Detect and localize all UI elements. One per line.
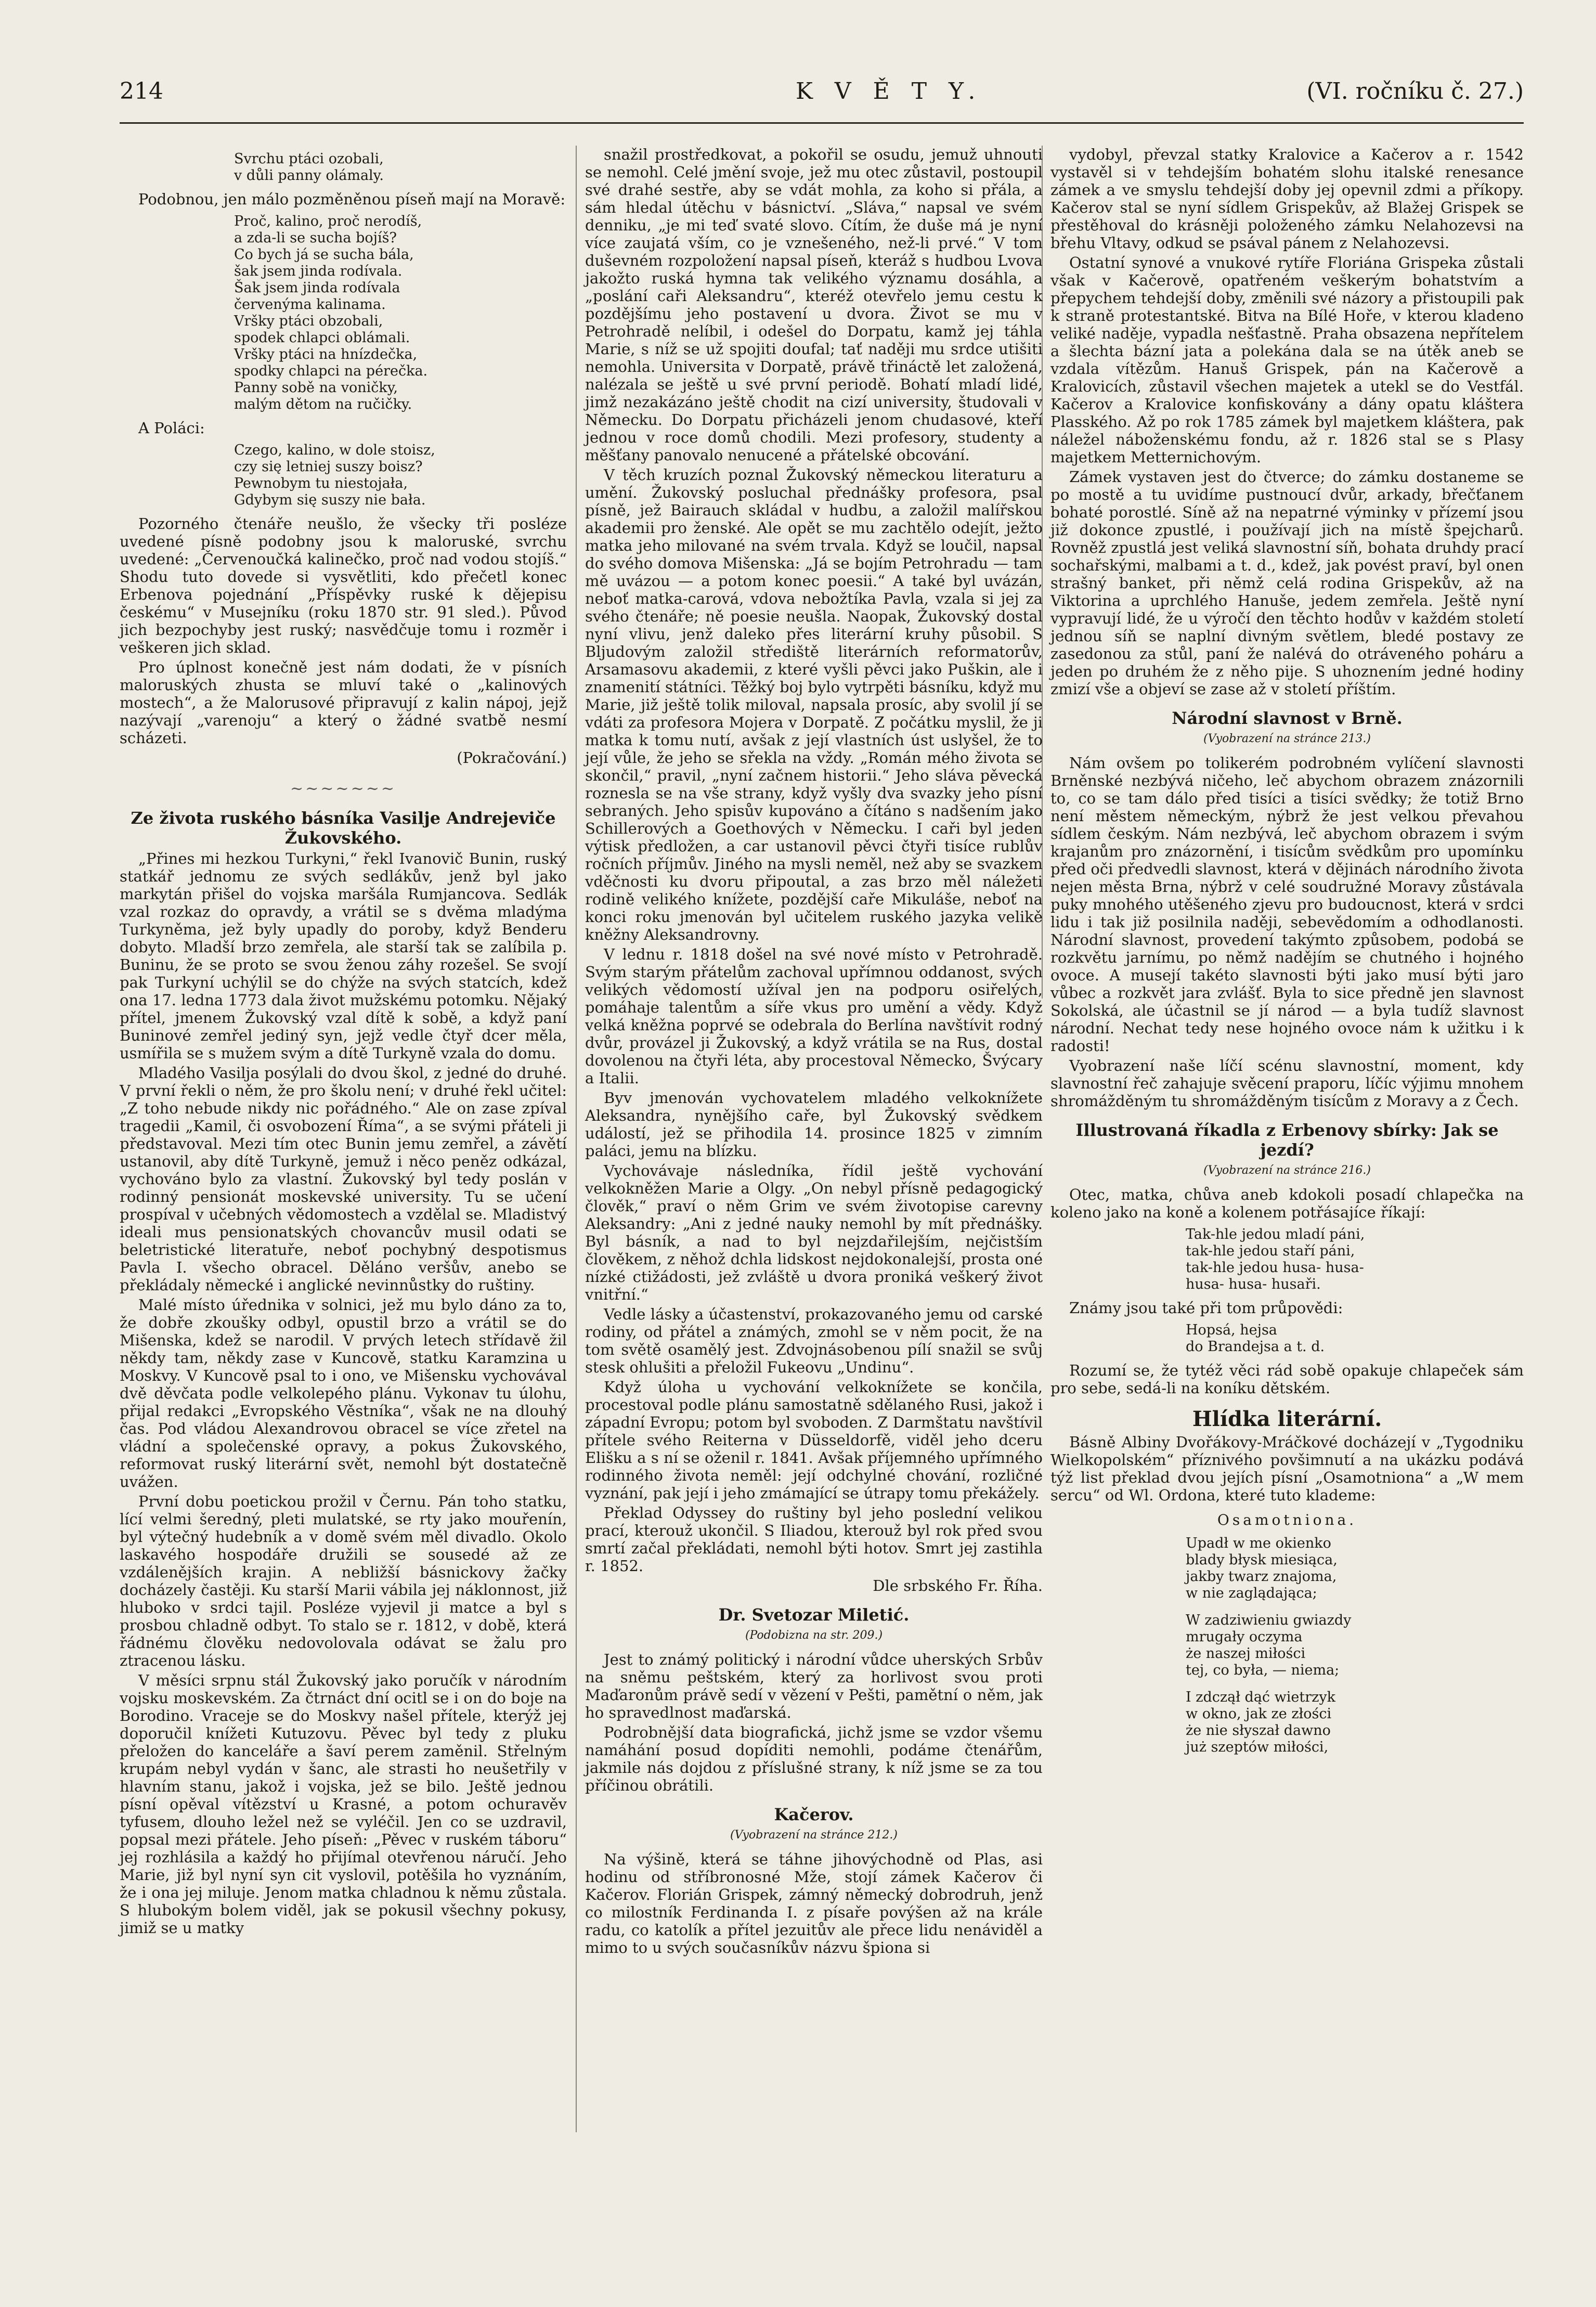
verse-line: że nie słyszał dawno [1186, 1722, 1331, 1739]
verse-line: Hopsá, hejsa [1186, 1322, 1277, 1338]
section-title: Dr. Svetozar Miletić. [718, 1605, 910, 1625]
section-reference: (Podobizna na str. 209.) [745, 1629, 883, 1642]
paragraph: První dobu poetickou prožil v Černu. Pán toho statku, lící velmi šeredný, pleti mulatské, se rty jako mouřenín, byl výtečný hudebník a v domě svém měl divadlo. Okolo laskavého hospodáře družili se sousedé až ze vzdálenějších krajin. A nebližší básnickovy žačky docházely častěji. Ku starší Marii vábila jej náklonnost, již hluboko v srdci tajil. Posléze vyjevil ji matce a byl s prosbou chladně odbyt. To stalo se r. 1812, v době, která řádnému člověku nedovolovala odávat se žalu pro ztracenou lásku. [120, 1493, 567, 1669]
verse-line: červenýma kalinama. [234, 296, 386, 313]
verse-line: Šak jsem jinda rodívala [234, 280, 400, 296]
verse-line: a zda-li se sucha bojíš? [234, 230, 397, 246]
poem-title: Osamotniona. [1217, 1511, 1357, 1528]
article-title: Ze života ruského básníka Vasilje Andrejeviče Žukovského. [131, 808, 556, 848]
verse-line [1050, 1679, 1524, 1689]
translator-signature: Dle srbského Fr. Říha. [873, 1577, 1043, 1595]
verse-block [120, 151, 567, 184]
verse-line: tej, co była, — niema; [1186, 1662, 1340, 1678]
verse-line: czy się letniej suszy boisz? [234, 459, 423, 475]
section-title: Illustrovaná říkadla z Erbenovy sbírky: Jak se jezdí? [1075, 1120, 1499, 1160]
verse-line: w okno, jak ze złości [1186, 1706, 1332, 1722]
verse-line: Gdybym się suszy nie bała. [234, 492, 426, 508]
section-title: Národní slavnost v Brně. [1172, 708, 1403, 728]
paragraph: Vyobrazení naše líčí scénu slavnostní, moment, kdy slavnostní řeč zahajuje svěcení praporu, líčíc výjimu mnohem shromážděným tu shromážděným tisícům z Moravy a z Čech. [1050, 1057, 1524, 1110]
verse-line: v důli panny olámaly. [234, 167, 384, 184]
section-title-large: Hlídka literární. [1192, 1407, 1382, 1431]
section-title: Kačerov. [774, 1805, 854, 1824]
paragraph: Rozumí se, že tytéž věci rád sobě opakuje chlapeček sám pro sebe, sedá-li na koníku dětském. [1050, 1362, 1524, 1397]
verse-line: mrugały oczyma [1186, 1629, 1303, 1645]
verse-block [120, 442, 567, 509]
verse-block [120, 213, 567, 413]
paragraph: Zámek vystaven jest do čtverce; do zámku dostaneme se po mostě a tu uvidíme pustnoucí dvůr, arkady, břečťanem bohaté porostlé. Síně až na nepatrné výminky v přízemí jsou již dokonce zpustlé, i používají jich na místě špejcharů. Rovněž zpustlá jest veliká slavnostní síň, bohata druhdy prací sochařskými, malbami a t. d., kdež, jak povést praví, byl onen strašný banket, při němž celá rodina Grispekův, až na Viktorina a uprchlého Hanuše, jedem zemřela. Ještě nyní vypravují lidé, že u výročí den těchto hodův v každém století jednou síň se naplní divným světlem, bledé postavy ze zasedonou za stůl, paní že nalévá do otráveného poháru a jeden po druhém že z něho pije. S uhoznením jedné hodiny zmizí vše a objeví se zase až v století příštím. [1050, 468, 1524, 698]
verse-line: Vršky ptáci obzobali, [234, 313, 383, 329]
label-polaci: A Poláci: [138, 419, 205, 437]
verse-line: šak jsem jinda rodívala. [234, 263, 403, 279]
paragraph: Básně Albiny Dvořákovy-Mráčkové docházejí v „Tygodniku Wielkopolském“ příznivého povšimnutí a na ukázku podává týž list překlad dvou jejích písní „Osamotniona“ a „W mem sercu“ od Wl. Ordona, které tuto klademe: [1050, 1433, 1524, 1504]
verse-block [1050, 1226, 1524, 1293]
paragraph: Pro úplnost konečně jest nám dodati, že v písních maloruských zhusta se mluví také o „kalinových mostech“, a že Malorusové připravují z kalin nápoj, jejž nazývají „varenoju“ a který o žádné svatbě nesmí scházeti. [120, 658, 567, 747]
paragraph: Ostatní synové a vnukové rytíře Floriána Grispeka zůstali však v Kačerově, opatřeném veškerým bohatstvím a přepychem tehdejší doby, změnili své názory a přistoupili pak k straně protestantské. Bitva na Bílé Hoře, v kterou kladeno veliké naděje, vypadla nešťastně. Praha obsazena nepřítelem a šlechta bázní jata a polekána dala se na útěk aneb se vzdala vítězům. Hanuš Grispek, pán na Kačerově a Kralovicích, zůstavil všechen majetek a utekl se do Vestfál. Kačerov a Kralovice konfiskovány a dány opatu kláštera Plasského. Až po rok 1785 zámek byl majetkem kláštera, pak náležel náboženskému fondu, až r. 1826 stal se s Plasy majetkem Metternichovým. [1050, 254, 1524, 466]
section-reference: (Vyobrazení na stránce 216.) [1203, 1164, 1371, 1177]
paragraph: V těch kruzích poznal Žukovský německou literaturu a umění. Žukovský posluchal přednášky profesora, psal písně, jež Bairauch skládal v hudbu, a založil malířskou akademii pro ženské. Ale opět se mu zachtělo odejít, ježto matka jeho milované na svém trvala. Když se loučil, napsal do svého domova Mišenska: „Já se bojím Petrohradu — tam mě uvázou — a potom konec poesii.“ A také byl uvázán, neboť matka-carová, vdova nebožtíka Pavla, vzala si jej za svého čtenáře; ně poesie neušla. Naopak, Žukovský dostal nyní vlivu, jenž daleko přes literární kruhy působil. S Bljudovým založil střediště literárních reformatorův, Arsamasovu akademii, z které vyšli pěvci jako Puškin, ale i znamenití státníci. Těžký boj bylo vytrpěti básníku, když mu Marie, již ještě tolik miloval, napsala prosíc, aby svolil jí se vdáti za profesora Mojera v Dorpatě. Z počátku myslil, že ji matka k tomu nutí, avšak z její vlastních úst uslyšel, že to její vůle, že jeho se sřekla na vždy. „Román mého života se skončil,“ pravil, „nyní začnem historii.“ Jeho sláva pěvecká roznesla se na vše strany, když vyšly dva svazky jeho písní sebraných. Jeho spisův kupováno a čítáno s nadšením jako Schillerových a Goethových v Německu. I caři byl jeden výtisk předložen, a car ustanovil pěvci čtyři tisíce rublův ročních příjmův. Jiného na mysli neměl, než aby se svazkem vděčnosti ku dvoru připoutal, a zas brzo měl náležeti rodině velikého knížete, pozdější caře Mikuláše, neboť na konci roku jmenován byl učitelem ruského jazyka velikě kněžny Aleksandrovny. [585, 466, 1043, 943]
verse-line: że naszej miłości [1186, 1645, 1306, 1662]
journal-title: K V Ě T Y. [796, 78, 983, 105]
paragraph: vydobyl, převzal statky Kralovice a Kačerov a r. 1542 vystavěl si v tehdejším bohatém slohu italské renesance zámek a ve smyslu tehdejší doby jej opevnil zdmi a příkopy. Kačerov stal se nyní sídlem Grispekův, až Blažej Grispek se přestěhoval do krásněji položeného zámku Nelahozevsi na břehu Vltavy, odkud se psával pánem z Nelahozevsi. [1050, 146, 1524, 252]
ornament: ~~~~~~~ [290, 780, 396, 798]
volume-label: (VI. ročníku č. 27.) [1306, 78, 1524, 105]
paragraph: „Přines mi hezkou Turkyni,“ řekl Ivanovič Bunin, ruský statkář jednomu ze svých sedlákův, jenž byl jako markytán přišel do vojska maršála Rumjancova. Sedlák vzal rozkaz do opravdy, a vrátil se s dvěma mladýma Turkyněma, jež byly upadly do poroby, když Benderu dobyto. Mladší brzo zemřela, ale starší tak se zalíbila p. Buninu, že se proto se svou ženou záhy rozešel. Se svojí pak Turkyní uchýlil se do chýže na svých statcích, kdež ona 17. ledna 1773 dala život mužskému potomku. Nějaký přítel, jmenem Žukovský vzal dítě k sobě, a když paní Buninové zemřel jediný syn, jejž vedle čtyř dcer měla, usmířila se s mužem svým a dítě Turkyně vzala do domu. [120, 850, 567, 1062]
paragraph: V lednu r. 1818 došel na své nové místo v Petrohradě. Svým starým přátelům zachoval upřímnou oddanost, svých velikých vědomostí užíval jen na podporu osiřelých, pomáhaje talentům a síře vkus pro umění a vědy. Když velká kněžna poprvé se odebrala do Berlína navštívit rodný dvůr, provázel ji Žukovský, a když vrátila se na Rus, dostal dovolenou na čtyři léta, aby procestoval Německo, Švýcary a Italii. [585, 945, 1043, 1087]
verse-line: blady błysk miesiąca, [1186, 1552, 1338, 1568]
verse-line: jakby twarz znajoma, [1186, 1569, 1337, 1585]
paragraph: Známy jsou také při tom průpovědi: [1069, 1299, 1343, 1317]
verse-line: Proč, kalino, proč nerodíš, [234, 213, 422, 229]
section-reference: (Vyobrazení na stránce 213.) [1203, 732, 1371, 745]
verse-line: w nie zaglądająca; [1186, 1585, 1317, 1601]
verse-line: Svrchu ptáci ozobali, [234, 151, 384, 167]
verse-line: już szeptów miłości, [1186, 1739, 1329, 1755]
verse-block [1050, 1535, 1524, 1756]
verse-line: do Brandejsa a t. d. [1186, 1339, 1325, 1355]
verse-line: Panny sobě na voničky, [234, 380, 398, 396]
column-1 [120, 146, 567, 1939]
verse-line: spodky chlapci na pérečka. [234, 363, 428, 379]
verse-line: Tak-hle jedou mladí páni, [1186, 1226, 1365, 1242]
paragraph: Otec, matka, chůva aneb kdokoli posadí chlapečka na koleno jako na koně a kolenem potřásajíce říkají: [1050, 1186, 1524, 1221]
paragraph: Podrobnější data biografická, jichž jsme se vzdor všemu namáhání posud dopíditi nemohli, podáme čtenářům, jakmile nás dojdou z příslušné strany, k níž jsme se za tou příčinou obrátili. [585, 1723, 1043, 1794]
running-header [120, 78, 1524, 120]
verse-block [1050, 1322, 1524, 1355]
verse-line: malým dětom na ručičky. [234, 396, 412, 412]
paragraph: Jest to známý politický i národní vůdce uherských Srbův na sněmu peštském, který za horlivost svou proti Maďaronům právě sedí v vězení v Pešti, pamětní o něm, jak ho spravedlnost maďarská. [585, 1651, 1043, 1721]
paragraph: Vychovávaje následníka, řídil ještě vychování velkokněžen Marie a Olgy. „On nebyl přísně pedagogický člověk,“ praví o něm Grim ve svém životopise carevny Aleksandry: „Ani z jedné nauky nemohl by mít přednášky. Byl básník, a nad to byl nejzdařilejším, nejčistším člověkem, z něhož dchla lidskost nejdokonalejší, prosta oné nízké ctižádosti, jež zvláště u dvora proniká veškerý život vnitřní.“ [585, 1162, 1043, 1303]
paragraph: Byv jmenován vychovatelem mladého velkoknížete Aleksandra, nynějšího caře, byl Žukovský svědkem událostí, jež se přihodila 14. prosince 1825 v zimním paláci, jemu na blízku. [585, 1089, 1043, 1160]
verse-line: Pewnobym tu niestojała, [234, 475, 408, 491]
verse-line: Czego, kalino, w dole stoisz, [234, 442, 435, 458]
paragraph: V měsíci srpnu stál Žukovský jako poručík v národním vojsku moskevském. Za čtrnáct dní ocitl se i on do boje na Borodino. Vraceje se do Moskvy našel přítele, kterýž jej doporučil knížeti Kutuzovu. Pěvec byl tedy z pluku přeložen do kanceláře a šaví perem zaměnil. Střelným krupám nebyl vydán v šanc, ale strasti ho neušetřily v hlavním stanu, jakož i vojska, jež se bilo. Ještě jednou písní opěval vítězství u Krasné, a potom ochuravěv tyfusem, dlouho ležel než se vyléčil. Jen co se uzdravil, popsal mezi přátele. Jeho píseň: „Pěvec v ruském táboru“ jej rozhlásila a každý ho přijímal otevřenou náručí. Jeho Marie, již byl nyní syn cit vyslovil, potěšila ho vyznáním, že i ona jej miluje. Jenom matka chladnou k němu zůstala. S hlubokým bolem viděl, jak se pokusil všechny pokusy, jimiž se u matky [120, 1671, 567, 1937]
paragraph: snažil prostředkovat, a pokořil se osudu, jemuž uhnouti se nemohl. Celé jmění svoje, jež mu otec zůstavil, postoupil své drahé sestře, aby se vdát mohla, za koho si přála, a sám hledal útěchu v básnictví. „Sláva,“ napsal ve svém denniku, „je mi teď svaté slovo. Cítím, že duše má je nyní více zaujatá vším, co je vznešeného, než-li prvé.“ V tom duševném rozpoložení napsal píseň, kteráž s hudbou Lvova jakožto ruská hymna tak velikého významu dosáhla, a „poslání caři Aleksandru“, kteréž otevřelo jemu cestu k pozdějšímu jeho postavení u dvora. Život se mu v Petrohradě nelíbil, i odešel do Dorpatu, kamž jej táhla Marie, s níž se už spojiti doufal; tať naději mu srdce utišiti nemohla. Universita v Dorpatě, právě třináctě let založená, nalézala se ještě u své první periodě. Bohatí mladí lidé, jimž nezakázáno ještě chodit na cizí university, študovali v Německu. Do Dorpatu přicházeli jenom chudasové, kteří jednou v roce domů chodili. Mezi profesory, studenty a měšťany panovalo nenucené a přátelské obcování. [585, 146, 1043, 464]
column-3 [1050, 146, 1524, 1762]
paragraph: Podobnou, jen málo pozměněnou píseň mají na Moravě: [138, 190, 566, 208]
section-reference: (Vyobrazení na stránce 212.) [730, 1829, 898, 1842]
paragraph: Nám ovšem po tolikerém podrobném vylíčení slavnosti Brněnské nezbývá ničeho, leč abychom obrazem znázornili to, co se tam dálo před tisíci a tisíci svědky; že totiž Brno není městem německým, nýbrž že jest velkou převahou sídlem českým. Nám nezbývá, leč abychom obrazem i svým krajanům pro znázornění, i tisícům svědkům pro upomínku před oči předvedli slavnost, která v dějinách národního života nejen města Brna, nýbrž v celé soudružné Moravy zůstávala puky mnohého utěšeného zjevu pro budoucnost, která v srdci lidu i tak již posilnila naději, sebevědomím a odhodlanosti. Národní slavnost, provedení takýmto způsobem, podobá se rozkvětu jarnímu, po němž nadějím se chutného i hojného ovoce. A musejí takéto slavnosti býti jako musí býti jaro vůbec a rozkvět jara zvlášť. Byla to sice předně jen slavnost Sokolská, ale účastnil se jí národ — a byla tudíž slavnost národní. Nechat tedy nese hojného ovoce nám k užitku i k radosti! [1050, 754, 1524, 1055]
column-divider [576, 146, 577, 2132]
verse-line: tak-hle jedou staří páni, [1186, 1243, 1355, 1259]
verse-line: spodek chlapci oblámali. [234, 330, 410, 346]
paragraph: Malé místo úřednika v solnici, jež mu bylo dáno za to, že dobře zkoušky odbyl, opustil brzo a vrátil se do Mišenska, kdež se narodil. V prvých letech střídavě žil někdy tam, někdy zase v Kuncově, statku Karamzina u Moskvy. V Kuncově psal to i ono, ve Mišensku vychovával dvě děvčata podle velkolepého plánu. Vykonav tu úlohu, přijal redakci „Evropského Věstníka“, však ne na dlouhý čas. Pod vládou Alexandrovou obracel se více zřetel na vládní a společenské opravy, a pokus Žukovského, reformovat ruský literární svět, nemohl být dostatečně uvážen. [120, 1296, 567, 1491]
paragraph: Když úloha u vychování velkoknížete se končila, procestoval podle plánu samostatně sdělaného Rusi, jakož i západní Evropu; potom byl svoboden. Z Darmštatu navštívil přítele svého Reiterna v Düsseldorfě, viděl jeho dceru Elišku a s ní se oženil r. 1841. Avšak příjemného upřímného rodinného života neměl: její odchylné chování, rozličné vyznání, pak její i jeho zmámající se útrapy tomu překážely. [585, 1378, 1043, 1502]
page-number: 214 [120, 78, 163, 105]
column-2 [585, 146, 1043, 1959]
continued-note: (Pokračování.) [457, 749, 567, 767]
verse-line [1050, 1602, 1524, 1612]
verse-line: tak-hle jedou husa- husa- [1186, 1260, 1364, 1276]
verse-line: I zdczął dąć wietrzyk [1186, 1689, 1335, 1705]
verse-line: Co bych já se sucha bála, [234, 247, 414, 263]
verse-line: husa- husa- husaři. [1186, 1276, 1321, 1292]
header-rule [120, 122, 1524, 124]
paragraph: Mladého Vasilja posýlali do dvou škol, z jedné do druhé. V první řekli o něm, že pro školu není; v druhé řekl učitel: „Z toho nebude nikdy nic pořádného.“ Ale on zase zpíval tragedii „Kamil, či osvobození Říma“, a se svými přáteli ji představoval. Mezi tím otec Bunin jemu zemřel, a závětí ustanovil, aby dítě Turkyně, jemuž i něco peněz odkázal, vychováno bylo za vlastní. Žukovský byl tedy poslán v rodinný pensionát moskevské university. Tu se učení prospíval v učebných vědomostech a vzdělal se. Mladistvý ideali mus pensionatských chovancův musil odati se beletristické literatuře, neboť pochybný despotismus Pavla I. všecho obracel. Děláno veršův, anebo se překládaly německé i anglické nevinnůstky do ruštiny. [120, 1064, 567, 1294]
paragraph: Na výšině, která se táhne jihovýchodně od Plas, asi hodinu od stříbronosné Mže, stojí zámek Kačerov či Kačerov. Florián Grispek, zámný německý dobrodruh, jenž co milostník Ferdinanda I. z písaře povýšen až na krále radu, co katolík a přítel jezuitův ale přece lidu nenáviděl a mimo to u svých současníkův názvu špiona si [585, 1850, 1043, 1956]
paragraph: Překlad Odyssey do ruštiny byl jeho poslední velikou prací, kterouž ukončil. S Iliadou, kterouž byl rok před svou smrtí začal překládati, nemohl býti hotov. Smrt jej zastihla r. 1852. [585, 1504, 1043, 1575]
paragraph: Pozorného čtenáře neušlo, že všecky tři posléze uvedené písně podobny jsou k maloruské, svrchu uvedené: „Červenoučká kalinečko, proč nad vodou stojíš.“ Shodu tuto dovede si vysvětliti, kdo přečetl konec Erbenova pojednání „Příspěvky ruské k dějepisu českému“ v Musejníku (roku 1870 str. 91 sled.). Původ jich bezpochyby jest ruský; nasvědčuje tomu i rozměr i veškeren jich sklad. [120, 515, 567, 656]
verse-line: Upadł w me okienko [1186, 1535, 1331, 1551]
verse-line: Vršky ptáci na hnízdečka, [234, 346, 418, 362]
paragraph: Vedle lásky a účastenství, prokazovaného jemu od carské rodiny, od přátel a známých, zmohl se v něm pocit, že na tom světě osamělý jest. Zdvojnásobenou pílí snažil se svůj stesk ohlušiti a přeložil Fukeovu „Undinu“. [585, 1305, 1043, 1376]
verse-line: W zadziwieniu gwiazdy [1186, 1612, 1352, 1628]
